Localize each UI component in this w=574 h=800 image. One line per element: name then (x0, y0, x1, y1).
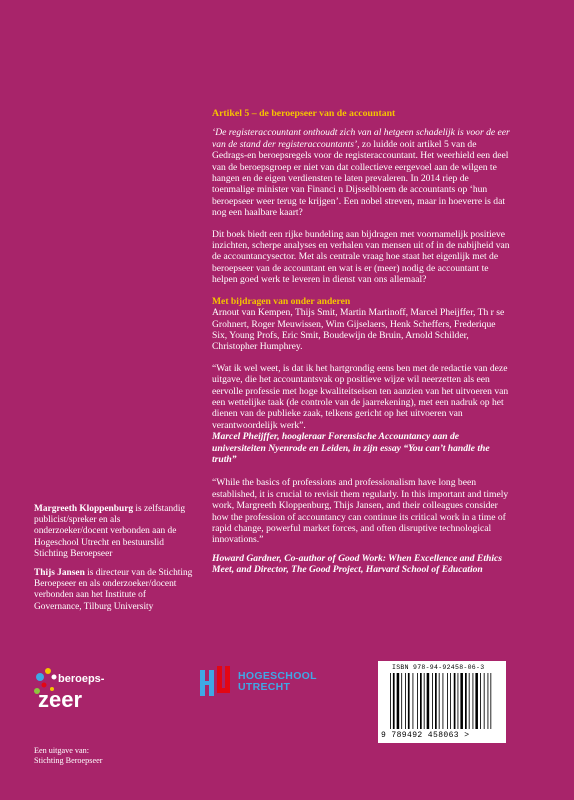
hu-line1: HOGESCHOOL (238, 670, 317, 682)
back-cover-text (212, 108, 512, 588)
author1-text: is zelfstandig publicist/spreker en als onderzoeker/docent verbonden aan de Hogeschool Utrecht en bestuurslid Stichting Beroepseer (34, 504, 186, 559)
beroepseer-logo-bottom: zeer (38, 687, 83, 712)
pheijffer-quote: “Wat ik wel weet, is dat ik het hartgrondig eens ben met de redactie van deze uitgave, die het accountantsvak op positieve wijze wil neerzetten als een eervolle professie met hoge kwaliteitseisen ten aanzien van het uitvoeren van een wettelijke taak (de controle van de jaarrekening), met een nadruk op het dienen van de publieke zaak, telkens gericht op het uitvoeren van verantwoordelijk werk”. (212, 362, 509, 431)
intro-paragraph (212, 127, 512, 218)
publisher-line1: Een uitgave van: (34, 746, 90, 755)
author2-name: Thijs Jansen (34, 568, 85, 579)
hogeschool-utrecht-logo (200, 662, 350, 702)
contributors-list: Arnout van Kempen, Thijs Smit, Martin Martinoff, Marcel Pheijffer, Th r se Grohnert, Roger Meuwissen, Wim Gijselaers, Henk Scheffers, Frederique Six, Young Profs, Eric Smit, Boudewijn de Bruin, Arnold Schilder, Christopher Humphrey. (212, 307, 505, 353)
isbn-number: ISBN 978-94-92458-06-3 (392, 664, 485, 671)
central-question-paragraph: Dit boek biedt een rijke bundeling aan bijdragen met voornamelijk positieve inzichten, scherpe analyses en verhalen van mensen uit of in de nabijheid van de accountancysector. Met als centrale vraag hoe staat het eigenlijk met de beroepseer van de accountant en wat is er (meer) nodig de accountant te helpen goed werk te leveren in dienst van ons allemaal? (212, 228, 510, 286)
author-bios (34, 504, 194, 621)
intro-text: zo luidde ooit artikel 5 van de Gedrags-en beroepsregels voor de registeraccountant. Het weerhield een deel van de beroepsgroep er niet van dat collectieve eergevoel aan de wilgen te hangen en de eigen verdiensten te laten prevaleren. In 2014 riep de toenmalige minister van Financi n Dijsselbloem de accountants op ‘hun beroepseer weer terug te krijgen’. Een nobel streven, maar in hoeverre is dat nog een haalbare kaart? (212, 138, 509, 219)
gardner-quote-block (212, 477, 512, 575)
hu-wordmark (238, 671, 317, 693)
hu-mark-icon (200, 666, 230, 698)
gardner-quote: “While the basics of professions and professionalism have long been established, it is crucial to revisit them regularly. In this important and timely work, Margreeth Kloppenburg, Thijs Jansen, and their colleagues consider how the profession of accountancy can continue its critical work in a time of rapid change, powerful market forces, and often disruptive technological innovations.” (212, 477, 509, 546)
pheijffer-attribution: Marcel Pheijffer, hoogleraar Forensische Accountancy aan de universiteiten Nyenrode en Leiden, in zijn essay “You can’t handle the truth” (212, 431, 490, 465)
pheijffer-quote-block (212, 363, 512, 466)
beroepseer-logo (32, 663, 152, 715)
author1-name: Margreeth Kloppenburg (34, 504, 134, 514)
hu-line2: UTRECHT (238, 681, 291, 693)
gardner-attribution: Howard Gardner, Co-author of Good Work: When Excellence and Ethics Meet, and Director, The Good Project, Harvard School of Education (212, 552, 502, 576)
publisher-line2: Stichting Beroepseer (34, 755, 103, 765)
bio-jansen (34, 568, 194, 613)
barcode-digits: 9 789492 458063 > (381, 731, 470, 740)
article-heading: Artikel 5 – de beroepseer van de accountant (212, 108, 396, 119)
isbn-barcode (378, 661, 506, 743)
publisher-credit (34, 746, 174, 766)
contributors-heading: Met bijdragen van onder anderen (212, 295, 351, 307)
beroepseer-logo-top: beroeps- (58, 673, 105, 685)
author2-text: is directeur van de Stichting Beroepseer en als onderzoeker/docent verbonden aan het Institute of Governance, Tilburg University (34, 568, 193, 612)
article-quote: ‘De registeraccountant onthoudt zich van al hetgeen schadelijk is voor de eer van de stand der registeraccountants’, (212, 127, 510, 150)
bio-kloppenburg (34, 504, 194, 560)
